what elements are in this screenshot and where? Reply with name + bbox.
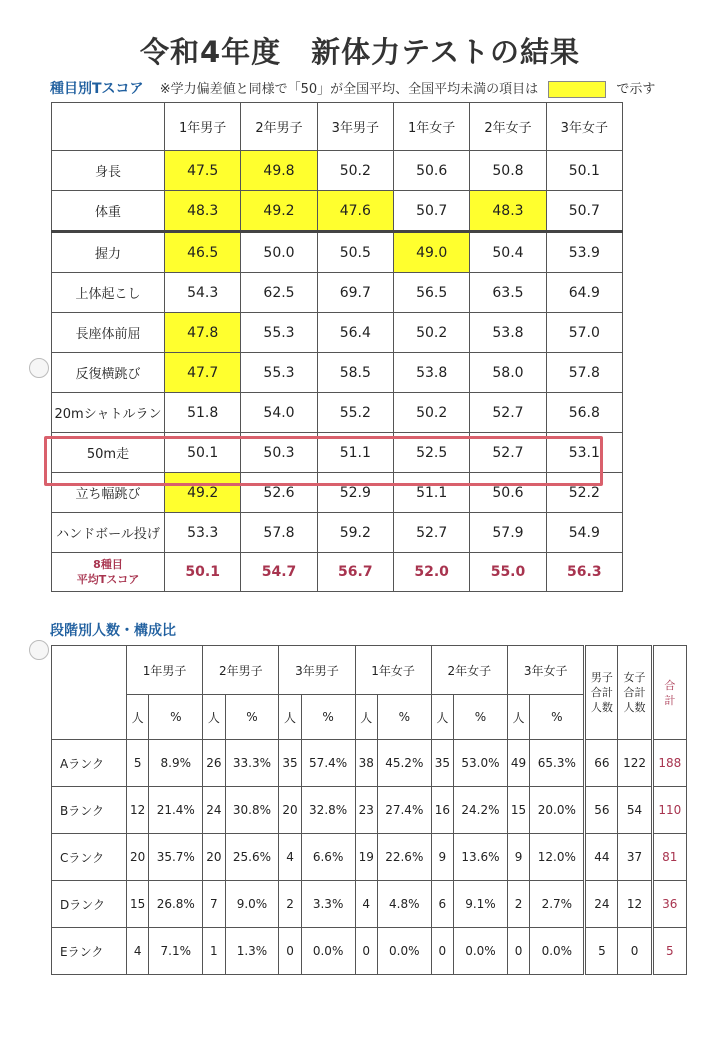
tscore-row bbox=[52, 232, 623, 273]
rank-count-cell: 0 bbox=[355, 928, 377, 975]
rank-percent-cell: 27.4% bbox=[377, 787, 431, 834]
rank-grand-total: 188 bbox=[652, 740, 686, 787]
rank-count-cell: 2 bbox=[279, 881, 301, 928]
rank-row-label: Cランク bbox=[52, 834, 127, 881]
tscore-table bbox=[51, 102, 623, 592]
rank-male-total: 66 bbox=[585, 740, 618, 787]
tscore-row-label: 50m走 bbox=[52, 433, 165, 473]
rank-percent-header: % bbox=[454, 695, 508, 740]
tscore-row-label: 上体起こし bbox=[52, 273, 165, 313]
rank-percent-header: % bbox=[301, 695, 355, 740]
rank-percent-cell: 57.4% bbox=[301, 740, 355, 787]
tscore-cell: 46.5 bbox=[165, 232, 241, 273]
rank-group-header: 3年女子 bbox=[507, 646, 585, 695]
rank-count-cell: 9 bbox=[431, 834, 453, 881]
tscore-row bbox=[52, 191, 623, 232]
tscore-row-label: 握力 bbox=[52, 232, 165, 273]
rank-count-cell: 20 bbox=[279, 787, 301, 834]
tscore-cell: 56.4 bbox=[317, 313, 393, 353]
tscore-cell: 52.7 bbox=[393, 513, 469, 553]
rank-percent-header: % bbox=[377, 695, 431, 740]
rank-person-header: 人 bbox=[355, 695, 377, 740]
rank-person-header: 人 bbox=[203, 695, 225, 740]
male-total-header-line: 人数 bbox=[590, 701, 613, 714]
tscore-cell: 47.5 bbox=[165, 151, 241, 191]
rank-count-cell: 7 bbox=[203, 881, 225, 928]
tscore-cell: 50.0 bbox=[241, 232, 317, 273]
tscore-cell: 50.6 bbox=[393, 151, 469, 191]
page-title: 令和4年度 新体力テストの結果 bbox=[139, 35, 581, 69]
rank-grand-total: 81 bbox=[652, 834, 686, 881]
rank-male-total: 44 bbox=[585, 834, 618, 881]
tscore-column-header: 1年男子 bbox=[165, 103, 241, 151]
tscore-cell: 52.6 bbox=[241, 473, 317, 513]
rank-person-header: 人 bbox=[279, 695, 301, 740]
tscore-cell: 64.9 bbox=[546, 273, 622, 313]
highlight-box-50m bbox=[44, 436, 603, 486]
tscore-cell: 54.9 bbox=[546, 513, 622, 553]
average-label-line1: 8種目 bbox=[93, 558, 123, 571]
female-total-header-line: 人数 bbox=[623, 701, 646, 714]
male-total-header-line: 男子 bbox=[590, 671, 613, 684]
male-total-header bbox=[585, 646, 618, 740]
rank-count-cell: 16 bbox=[431, 787, 453, 834]
binder-hole bbox=[29, 358, 49, 378]
tscore-cell: 50.8 bbox=[470, 151, 546, 191]
tscore-row-label: 身長 bbox=[52, 151, 165, 191]
section1-note: ※学力偏差値と同様で「50」が全国平均、全国平均未満の項目は bbox=[159, 82, 539, 97]
rank-percent-header: % bbox=[530, 695, 585, 740]
rank-percent-cell: 30.8% bbox=[225, 787, 279, 834]
tscore-cell: 56.8 bbox=[546, 393, 622, 433]
rank-percent-cell: 45.2% bbox=[377, 740, 431, 787]
rank-grand-total: 5 bbox=[652, 928, 686, 975]
rank-row-label: Bランク bbox=[52, 787, 127, 834]
average-label-line2: 平均Tスコア bbox=[76, 573, 140, 586]
rank-female-total: 0 bbox=[618, 928, 652, 975]
tscore-cell: 53.1 bbox=[546, 433, 622, 473]
rank-percent-header: % bbox=[149, 695, 203, 740]
rank-count-cell: 35 bbox=[431, 740, 453, 787]
tscore-cell: 48.3 bbox=[165, 191, 241, 232]
tscore-row-label: 体重 bbox=[52, 191, 165, 232]
rank-count-cell: 0 bbox=[431, 928, 453, 975]
tscore-average-row bbox=[52, 553, 623, 592]
tscore-cell: 47.7 bbox=[165, 353, 241, 393]
rank-count-cell: 4 bbox=[127, 928, 149, 975]
tscore-cell: 58.5 bbox=[317, 353, 393, 393]
rank-percent-cell: 0.0% bbox=[377, 928, 431, 975]
tscore-cell: 57.8 bbox=[241, 513, 317, 553]
rank-count-cell: 6 bbox=[431, 881, 453, 928]
tscore-row-label: 長座体前屈 bbox=[52, 313, 165, 353]
tscore-row-label: ハンドボール投げ bbox=[52, 513, 165, 553]
female-total-header bbox=[618, 646, 652, 740]
tscore-row bbox=[52, 313, 623, 353]
rank-count-cell: 5 bbox=[127, 740, 149, 787]
male-total-header-line: 合計 bbox=[590, 686, 613, 699]
tscore-row bbox=[52, 273, 623, 313]
rank-group-header: 3年男子 bbox=[279, 646, 355, 695]
tscore-row bbox=[52, 513, 623, 553]
tscore-cell: 53.8 bbox=[470, 313, 546, 353]
section1-header bbox=[50, 78, 690, 98]
rank-percent-cell: 3.3% bbox=[301, 881, 355, 928]
rank-percent-cell: 8.9% bbox=[149, 740, 203, 787]
rank-group-header: 2年男子 bbox=[203, 646, 279, 695]
tscore-cell: 51.1 bbox=[317, 433, 393, 473]
tscore-cell: 58.0 bbox=[470, 353, 546, 393]
rank-count-cell: 4 bbox=[279, 834, 301, 881]
tscore-cell: 50.2 bbox=[317, 151, 393, 191]
tscore-cell: 48.3 bbox=[470, 191, 546, 232]
rank-percent-cell: 9.1% bbox=[454, 881, 508, 928]
tscore-row-label: 20mシャトルラン bbox=[52, 393, 165, 433]
rank-group-header: 1年女子 bbox=[355, 646, 431, 695]
rank-percent-cell: 0.0% bbox=[301, 928, 355, 975]
rank-female-total: 37 bbox=[618, 834, 652, 881]
tscore-row-label: 反復横跳び bbox=[52, 353, 165, 393]
tscore-corner-cell bbox=[52, 103, 165, 151]
rank-percent-cell: 24.2% bbox=[454, 787, 508, 834]
female-total-header-line: 女子 bbox=[623, 671, 646, 684]
rank-corner-cell bbox=[52, 646, 127, 740]
rank-count-cell: 49 bbox=[507, 740, 529, 787]
rank-percent-cell: 13.6% bbox=[454, 834, 508, 881]
section2-title: 段階別人数・構成比 bbox=[50, 623, 176, 639]
tscore-cell: 50.1 bbox=[546, 151, 622, 191]
rank-count-cell: 0 bbox=[507, 928, 529, 975]
tscore-average-cell: 55.0 bbox=[470, 553, 546, 592]
tscore-cell: 53.3 bbox=[165, 513, 241, 553]
tscore-cell: 51.1 bbox=[393, 473, 469, 513]
tscore-cell: 59.2 bbox=[317, 513, 393, 553]
tscore-column-header: 1年女子 bbox=[393, 103, 469, 151]
tscore-average-label bbox=[52, 553, 165, 592]
rank-count-cell: 0 bbox=[279, 928, 301, 975]
rank-percent-cell: 33.3% bbox=[225, 740, 279, 787]
rank-count-cell: 1 bbox=[203, 928, 225, 975]
rank-row bbox=[52, 881, 687, 928]
rank-grand-total: 36 bbox=[652, 881, 686, 928]
rank-percent-cell: 35.7% bbox=[149, 834, 203, 881]
tscore-row bbox=[52, 151, 623, 191]
tscore-cell: 54.0 bbox=[241, 393, 317, 433]
rank-count-cell: 20 bbox=[127, 834, 149, 881]
rank-count-cell: 15 bbox=[507, 787, 529, 834]
rank-table bbox=[51, 645, 687, 975]
rank-group-header: 1年男子 bbox=[127, 646, 203, 695]
tscore-average-cell: 52.0 bbox=[393, 553, 469, 592]
tscore-cell: 51.8 bbox=[165, 393, 241, 433]
rank-person-header: 人 bbox=[431, 695, 453, 740]
tscore-cell: 49.0 bbox=[393, 232, 469, 273]
rank-percent-cell: 53.0% bbox=[454, 740, 508, 787]
rank-count-cell: 23 bbox=[355, 787, 377, 834]
rank-count-cell: 20 bbox=[203, 834, 225, 881]
tscore-cell: 63.5 bbox=[470, 273, 546, 313]
rank-header-row bbox=[52, 646, 687, 695]
rank-person-header: 人 bbox=[507, 695, 529, 740]
rank-count-cell: 38 bbox=[355, 740, 377, 787]
rank-row-label: Aランク bbox=[52, 740, 127, 787]
rank-percent-cell: 0.0% bbox=[530, 928, 585, 975]
rank-row-label: Dランク bbox=[52, 881, 127, 928]
tscore-cell: 50.1 bbox=[165, 433, 241, 473]
tscore-cell: 53.8 bbox=[393, 353, 469, 393]
tscore-cell: 52.9 bbox=[317, 473, 393, 513]
tscore-row-label: 立ち幅跳び bbox=[52, 473, 165, 513]
rank-percent-cell: 26.8% bbox=[149, 881, 203, 928]
tscore-cell: 54.3 bbox=[165, 273, 241, 313]
rank-row bbox=[52, 928, 687, 975]
tscore-average-cell: 56.3 bbox=[546, 553, 622, 592]
rank-percent-cell: 7.1% bbox=[149, 928, 203, 975]
tscore-cell: 50.4 bbox=[470, 232, 546, 273]
rank-count-cell: 4 bbox=[355, 881, 377, 928]
tscore-average-cell: 50.1 bbox=[165, 553, 241, 592]
rank-count-cell: 2 bbox=[507, 881, 529, 928]
rank-row bbox=[52, 740, 687, 787]
tscore-row bbox=[52, 393, 623, 433]
tscore-cell: 50.5 bbox=[317, 232, 393, 273]
tscore-cell: 52.7 bbox=[470, 393, 546, 433]
tscore-cell: 52.7 bbox=[470, 433, 546, 473]
rank-count-cell: 9 bbox=[507, 834, 529, 881]
rank-female-total: 54 bbox=[618, 787, 652, 834]
grand-total-header-line: 計 bbox=[664, 693, 676, 707]
tscore-cell: 47.8 bbox=[165, 313, 241, 353]
tscore-cell: 57.8 bbox=[546, 353, 622, 393]
rank-percent-cell: 32.8% bbox=[301, 787, 355, 834]
highlight-legend-swatch bbox=[548, 81, 606, 98]
rank-percent-header: % bbox=[225, 695, 279, 740]
tscore-cell: 49.2 bbox=[241, 191, 317, 232]
tscore-cell: 50.2 bbox=[393, 393, 469, 433]
tscore-cell: 55.3 bbox=[241, 353, 317, 393]
rank-percent-cell: 22.6% bbox=[377, 834, 431, 881]
rank-percent-cell: 4.8% bbox=[377, 881, 431, 928]
rank-count-cell: 26 bbox=[203, 740, 225, 787]
rank-percent-cell: 21.4% bbox=[149, 787, 203, 834]
tscore-column-header: 2年女子 bbox=[470, 103, 546, 151]
rank-count-cell: 12 bbox=[127, 787, 149, 834]
tscore-cell: 62.5 bbox=[241, 273, 317, 313]
grand-total-header bbox=[652, 646, 686, 740]
tscore-column-header: 2年男子 bbox=[241, 103, 317, 151]
rank-percent-cell: 9.0% bbox=[225, 881, 279, 928]
rank-percent-cell: 2.7% bbox=[530, 881, 585, 928]
rank-count-cell: 35 bbox=[279, 740, 301, 787]
rank-row bbox=[52, 787, 687, 834]
tscore-cell: 50.6 bbox=[470, 473, 546, 513]
tscore-cell: 52.2 bbox=[546, 473, 622, 513]
rank-percent-cell: 20.0% bbox=[530, 787, 585, 834]
rank-female-total: 12 bbox=[618, 881, 652, 928]
rank-person-header: 人 bbox=[127, 695, 149, 740]
rank-male-total: 24 bbox=[585, 881, 618, 928]
tscore-row bbox=[52, 353, 623, 393]
tscore-cell: 50.7 bbox=[393, 191, 469, 232]
tscore-column-header: 3年女子 bbox=[546, 103, 622, 151]
tscore-cell: 56.5 bbox=[393, 273, 469, 313]
grand-total-header-line: 合 bbox=[664, 678, 676, 692]
tscore-cell: 50.3 bbox=[241, 433, 317, 473]
tscore-cell: 57.0 bbox=[546, 313, 622, 353]
tscore-column-header: 3年男子 bbox=[317, 103, 393, 151]
rank-count-cell: 15 bbox=[127, 881, 149, 928]
rank-count-cell: 24 bbox=[203, 787, 225, 834]
tscore-cell: 69.7 bbox=[317, 273, 393, 313]
rank-percent-cell: 6.6% bbox=[301, 834, 355, 881]
tscore-cell: 49.2 bbox=[165, 473, 241, 513]
rank-male-total: 5 bbox=[585, 928, 618, 975]
rank-percent-cell: 65.3% bbox=[530, 740, 585, 787]
tscore-cell: 55.2 bbox=[317, 393, 393, 433]
section1-title: 種目別Tスコア bbox=[50, 81, 144, 97]
tscore-cell: 47.6 bbox=[317, 191, 393, 232]
section1-note-suffix: で示す bbox=[616, 82, 656, 97]
tscore-cell: 52.5 bbox=[393, 433, 469, 473]
rank-female-total: 122 bbox=[618, 740, 652, 787]
tscore-header-row bbox=[52, 103, 623, 151]
rank-percent-cell: 25.6% bbox=[225, 834, 279, 881]
tscore-cell: 53.9 bbox=[546, 232, 622, 273]
tscore-cell: 57.9 bbox=[470, 513, 546, 553]
tscore-cell: 49.8 bbox=[241, 151, 317, 191]
rank-percent-cell: 12.0% bbox=[530, 834, 585, 881]
tscore-cell: 50.2 bbox=[393, 313, 469, 353]
female-total-header-line: 合計 bbox=[623, 686, 646, 699]
rank-row bbox=[52, 834, 687, 881]
rank-grand-total: 110 bbox=[652, 787, 686, 834]
rank-count-cell: 19 bbox=[355, 834, 377, 881]
tscore-cell: 55.3 bbox=[241, 313, 317, 353]
tscore-cell: 50.7 bbox=[546, 191, 622, 232]
binder-hole bbox=[29, 640, 49, 660]
rank-row-label: Eランク bbox=[52, 928, 127, 975]
rank-group-header: 2年女子 bbox=[431, 646, 507, 695]
tscore-average-cell: 54.7 bbox=[241, 553, 317, 592]
tscore-average-cell: 56.7 bbox=[317, 553, 393, 592]
rank-percent-cell: 0.0% bbox=[454, 928, 508, 975]
rank-percent-cell: 1.3% bbox=[225, 928, 279, 975]
rank-male-total: 56 bbox=[585, 787, 618, 834]
